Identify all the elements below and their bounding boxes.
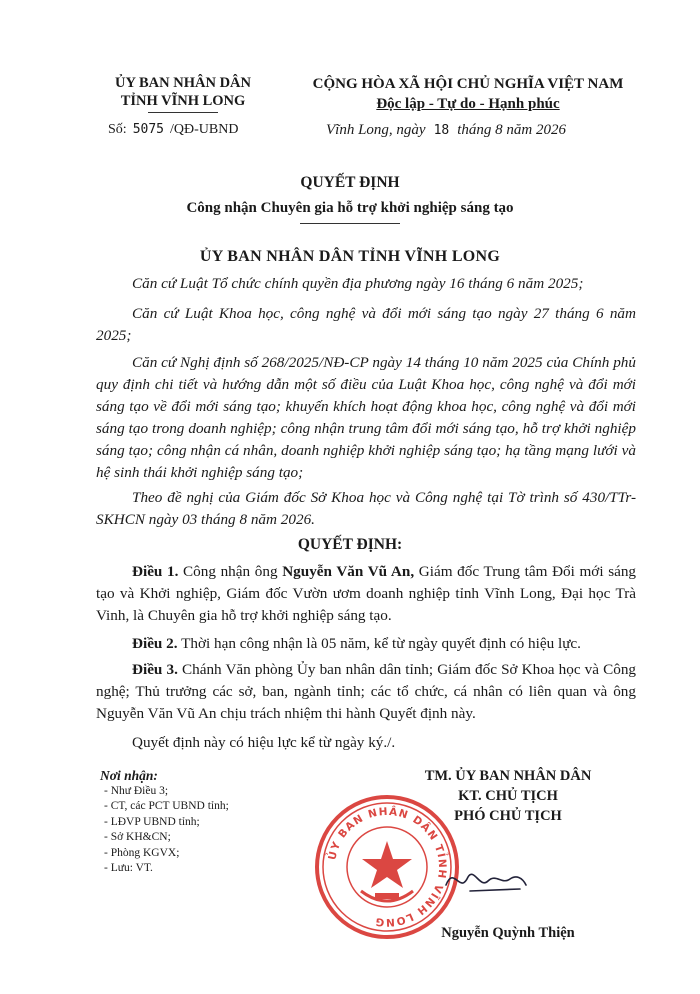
- decision-heading: QUYẾT ĐỊNH:: [297, 536, 403, 553]
- article-1-pre: Công nhận ông: [183, 563, 278, 580]
- agency-header: [78, 74, 288, 113]
- number-label: Số:: [108, 122, 127, 137]
- effective-clause: Quyết định này có hiệu lực kể từ ngày ký./.: [132, 734, 396, 751]
- agency-line1: ỦY BAN NHÂN DÂN: [114, 75, 251, 91]
- document-subject: Công nhận Chuyên gia hỗ trợ khởi nghiệp sáng tạo: [186, 200, 514, 216]
- awardee-name: Nguyễn Văn Vũ An,: [282, 563, 415, 580]
- handwritten-signature: [440, 855, 530, 905]
- official-seal: [313, 793, 461, 941]
- recipients-label: Nơi nhận:: [100, 768, 158, 783]
- article-1-text: Giám đốc Trung tâm Đổi mới sáng tạo và Khởi nghiệp, Giám đốc Vườn ươm doanh nghiệp tỉnh Vĩnh Long, Đại học Trà Vinh, là Chuyên gia hỗ trợ khởi nghiệp sáng tạo.: [96, 563, 637, 624]
- agency-rule: [148, 112, 218, 113]
- title-rule: [300, 223, 400, 224]
- legal-basis-3: Căn cứ Nghị định số 268/2025/NĐ-CP ngày 14 tháng 10 năm 2025 của Chính phủ quy định chi tiết và hướng dẫn một số điều của Luật Khoa học, công nghệ và đổi mới sáng tạo về đổi mới sáng tạo; khuyến khích hoạt động khoa học, công nghệ và đổi mới sáng tạo trong doanh nghiệp; công nhận trung tâm đổi mới sáng tạo, hỗ trợ khởi nghiệp sáng tạo; công nhận cá nhân, doanh nghiệp khởi nghiệp sáng tạo; hạ tầng mạng lưới và hệ sinh thái khởi nghiệp sáng tạo;: [96, 354, 636, 481]
- article-3-text: Chánh Văn phòng Ủy ban nhân dân tỉnh; Giám đốc Sở Khoa học và Công nghệ; Thủ trưởng các sở, ban, ngành tỉnh; các tổ chức, cá nhân có liên quan và ông Nguyễn Văn Vũ An chịu trách nhiệm thi hành Quyết định này.: [96, 661, 637, 722]
- proposal-basis: Theo đề nghị của Giám đốc Sở Khoa học và Công nghệ tại Tờ trình số 430/TTr-SKHCN ngày 03 tháng 8 năm 2026.: [96, 489, 636, 528]
- article-1: [96, 561, 636, 627]
- signature-line2: KT. CHỦ TỊCH: [458, 788, 558, 804]
- article-2-text: Thời hạn công nhận là 05 năm, kể từ ngày quyết định có hiệu lực.: [181, 635, 581, 652]
- recipient-item: - Lưu: VT.: [104, 862, 153, 874]
- article-3: [96, 659, 636, 725]
- recipient-item: - LĐVP UBND tỉnh;: [104, 815, 200, 828]
- recipients-block: [100, 768, 229, 877]
- document-title: QUYẾT ĐỊNH: [300, 174, 400, 191]
- seal-star-icon: [362, 841, 412, 888]
- legal-basis-1: Căn cứ Luật Tổ chức chính quyền địa phương ngày 16 tháng 6 năm 2025;: [132, 275, 584, 292]
- article-1-label: Điều 1.: [132, 563, 179, 580]
- article-2: [96, 633, 636, 655]
- recipient-item: - CT, các PCT UBND tỉnh;: [104, 800, 229, 812]
- recipient-item: - Như Điều 3;: [104, 784, 169, 797]
- number-value: 5075: [132, 122, 164, 137]
- document-date: [326, 122, 566, 139]
- article-3-label: Điều 3.: [132, 661, 178, 678]
- legal-basis-2: Căn cứ Luật Khoa học, công nghệ và đổi mới sáng tạo ngày 27 tháng 6 năm 2025;: [96, 305, 636, 344]
- date-prefix: Vĩnh Long, ngày: [326, 122, 426, 138]
- number-suffix: /QĐ-UBND: [170, 122, 239, 137]
- date-day: 18: [433, 123, 450, 138]
- signature-line3: PHÓ CHỦ TỊCH: [454, 808, 562, 824]
- nation-motto: Độc lập - Tự do - Hạnh phúc: [376, 96, 560, 112]
- agency-line2: TỈNH VĨNH LONG: [120, 93, 246, 109]
- recipient-item: - Sở KH&CN;: [104, 831, 171, 843]
- signature-line1: TM. ỦY BAN NHÂN DÂN: [424, 768, 592, 784]
- article-2-label: Điều 2.: [132, 635, 178, 652]
- issuer-heading: ỦY BAN NHÂN DÂN TỈNH VĨNH LONG: [199, 248, 501, 265]
- seal-text: ỦY BAN NHÂN DÂN TỈNH VĨNH LONG: [326, 805, 449, 929]
- nation-header: [278, 74, 658, 114]
- document-number: [108, 122, 238, 138]
- nation-line1: CỘNG HÒA XÃ HỘI CHỦ NGHĨA VIỆT NAM: [312, 76, 624, 92]
- signer-name: Nguyễn Quỳnh Thiện: [441, 925, 575, 941]
- date-suffix: tháng 8 năm 2026: [457, 122, 566, 138]
- recipient-item: - Phòng KGVX;: [104, 846, 180, 859]
